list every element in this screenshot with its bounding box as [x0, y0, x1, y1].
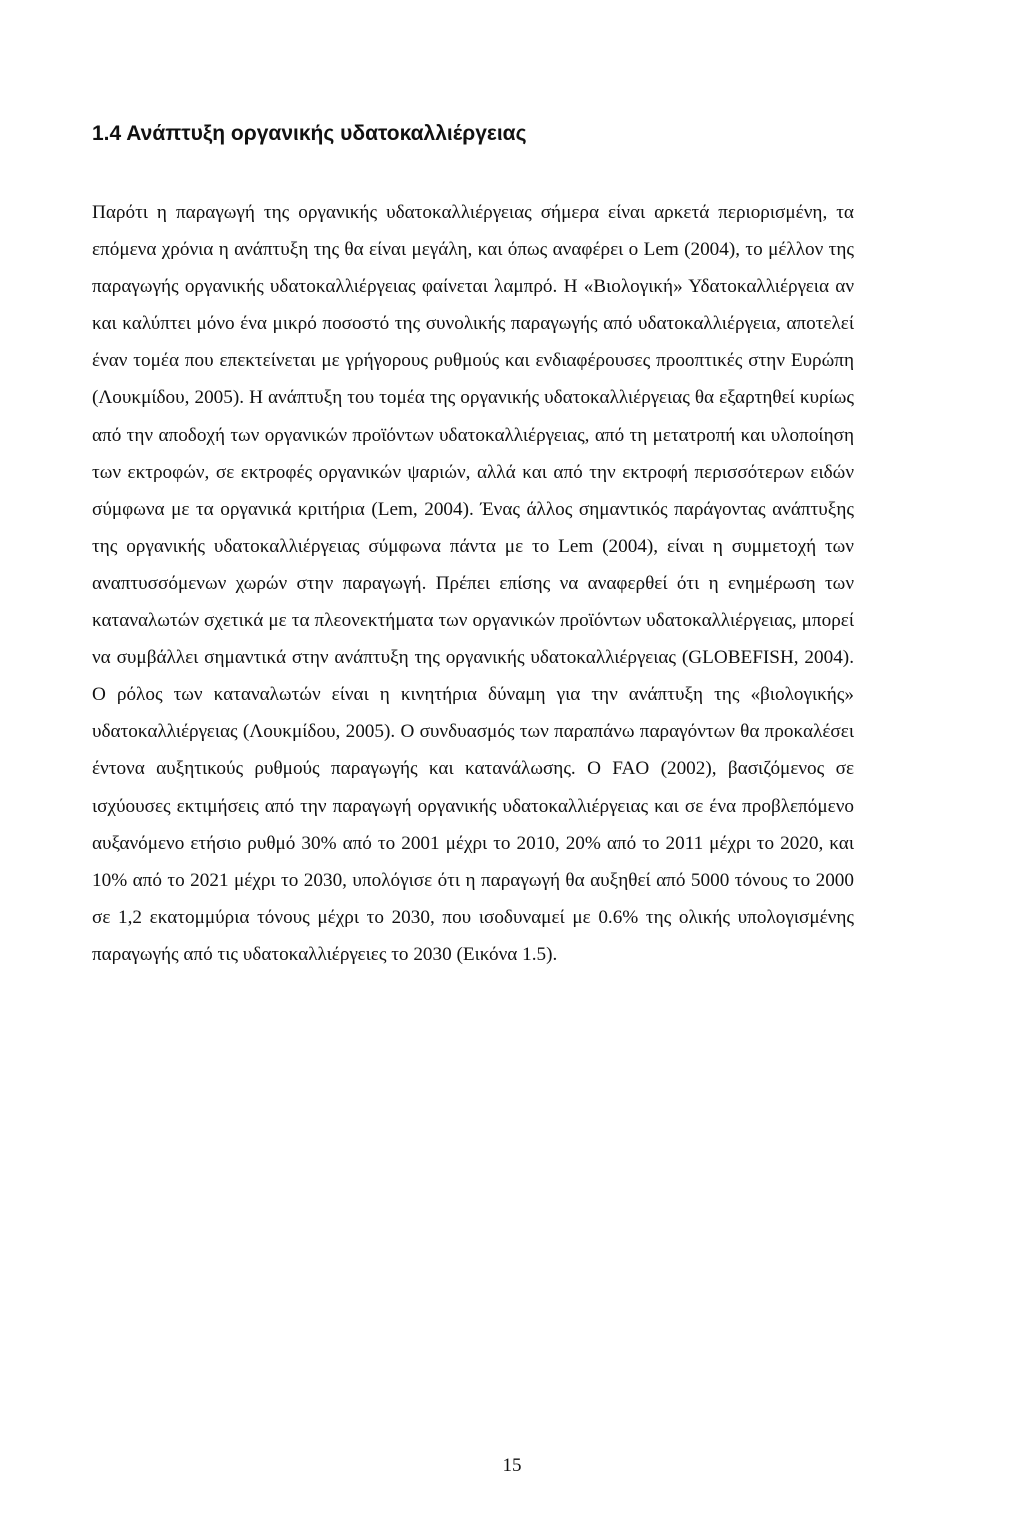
page-number: 15: [502, 1455, 522, 1476]
section-heading: 1.4 Ανάπτυξη οργανικής υδατοκαλλιέργειας: [92, 122, 527, 145]
body-paragraph: Παρότι η παραγωγή της οργανικής υδατοκαλλιέργειας σήμερα είναι αρκετά περιορισμένη, τα επόμενα χρόνια η ανάπτυξη της θα είναι μεγάλη, και όπως αναφέρει ο Lem (2004), το μέλλον της παραγωγής οργανικής υδατοκαλλιέργειας φαίνεται λαμπρό. Η «Βιολογική» Υδατοκαλλιέργεια αν και καλύπτει μόνο ένα μικρό ποσοστό της συνολικής παραγωγής από υδατοκαλλιέργεια, αποτελεί έναν τομέα που επεκτείνεται με γρήγορους ρυθμούς και ενδιαφέρουσες προοπτικές στην Ευρώπη (Λουκμίδου, 2005). Η ανάπτυξη του τομέα της οργανικής υδατοκαλλιέργειας θα εξαρτηθεί κυρίως από την αποδοχή των οργανικών προϊόντων υδατοκαλλιέργειας, από τη μετατροπή και υλοποίηση των εκτροφών, σε εκτροφές οργανικών ψαριών, αλλά και από την εκτροφή περισσότερων ειδών σύμφωνα με τα οργανικά κριτήρια (Lem, 2004). Ένας άλλος σημαντικός παράγοντας ανάπτυξης της οργανικής υδατοκαλλιέργειας σύμφωνα πάντα με το Lem (2004), είναι η συμμετοχή των αναπτυσσόμενων χωρών στην παραγωγή. Πρέπει επίσης να αναφερθεί ότι η ενημέρωση των καταναλωτών σχετικά με τα πλεονεκτήματα των οργανικών προϊόντων υδατοκαλλιέργειας, μπορεί να συμβάλλει σημαντικά στην ανάπτυξη της οργανικής υδατοκαλλιέργειας (GLOBEFISH, 2004). Ο ρόλος των καταναλωτών είναι η κινητήρια δύναμη για την ανάπτυξη της «βιολογικής» υδατοκαλλιέργειας (Λουκμίδου, 2005). Ο συνδυασμός των παραπάνω παραγόντων θα προκαλέσει έντονα αυξητικούς ρυθμούς παραγωγής και κατανάλωσης. Ο FAO (2002), βασιζόμενος σε ισχύουσες εκτιμήσεις από την παραγωγή οργανικής υδατοκαλλιέργειας και σε ένα προβλεπόμενο αυξανόμενο ετήσιο ρυθμό 30% από το 2001 μέχρι το 2010, 20% από το 2011 μέχρι το 2020, και 10% από το 2021 μέχρι το 2030, υπολόγισε ότι η παραγωγή θα αυξηθεί από 5000 τόνους το 2000 σε 1,2 εκατομμύρια τόνους μέχρι το 2030, που ισοδυναμεί με 0.6% της ολικής υπολογισμένης παραγωγής από τις υδατοκαλλιέργειες το 2030 (Εικόνα 1.5).: [92, 202, 854, 965]
